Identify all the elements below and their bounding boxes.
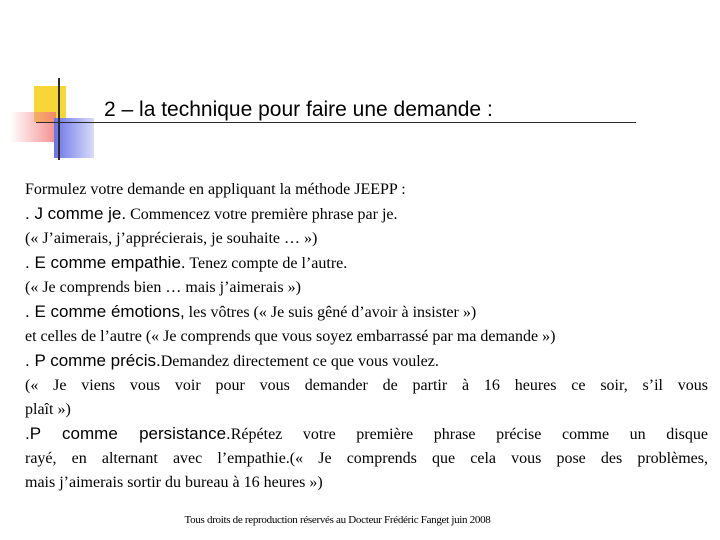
p1-example-line2: plaît ») [25, 401, 71, 418]
j-line [25, 202, 708, 227]
p2-heading: .P comme persistance. [25, 424, 231, 443]
e2-heading: . E comme émotions, [25, 302, 185, 321]
p2-text-line3: mais j’aimerais sortir du bureau à 16 heures ») [25, 474, 323, 491]
slide-title: 2 – la technique pour faire une demande : [104, 98, 493, 121]
intro-line: Formulez votre demande en appliquant la méthode JEEPP : [25, 181, 406, 198]
j-text: Commencez votre première phrase par je. [126, 206, 398, 223]
j-example: (« J’aimerais, j’apprécierais, je souhaite … ») [25, 230, 318, 247]
decor-red-square [10, 112, 56, 142]
p1-heading: . P comme précis. [25, 351, 161, 370]
decor-blue-square [54, 118, 94, 158]
p2-text-line1: Répétez votre première phrase précise comme un disque [230, 426, 708, 443]
slide-body [25, 178, 708, 495]
p1-example-line1: (« Je viens vous voir pour vous demander de partir à 16 heures ce soir, s’il vous [25, 377, 708, 394]
copyright-footer: Tous droits de reproduction réservés au Docteur Frédéric Fanget juin 2008 [184, 514, 491, 526]
e2-line [25, 300, 708, 325]
e1-example: (« Je comprends bien … mais j’aimerais ») [25, 279, 301, 296]
e1-heading: . E comme empathie. [25, 253, 186, 272]
p1-line [25, 349, 708, 374]
p2-text-line2: rayé, en alternant avec l’empathie.(« Je comprends que cela vous pose des problèmes, [25, 450, 708, 467]
p2-line [25, 422, 708, 447]
title-rule [36, 122, 636, 123]
decor-vertical-line [58, 78, 60, 160]
e1-text: Tenez compte de l’autre. [185, 255, 348, 272]
e1-line [25, 251, 708, 276]
e2-text: les vôtres (« Je suis gêné d’avoir à insister ») [184, 304, 477, 321]
p1-text: Demandez directement ce que vous voulez. [160, 353, 439, 370]
j-heading: . J comme je. [25, 204, 127, 223]
e2-continuation: et celles de l’autre (« Je comprends que vous soyez embarrassé par ma demande ») [25, 328, 556, 345]
